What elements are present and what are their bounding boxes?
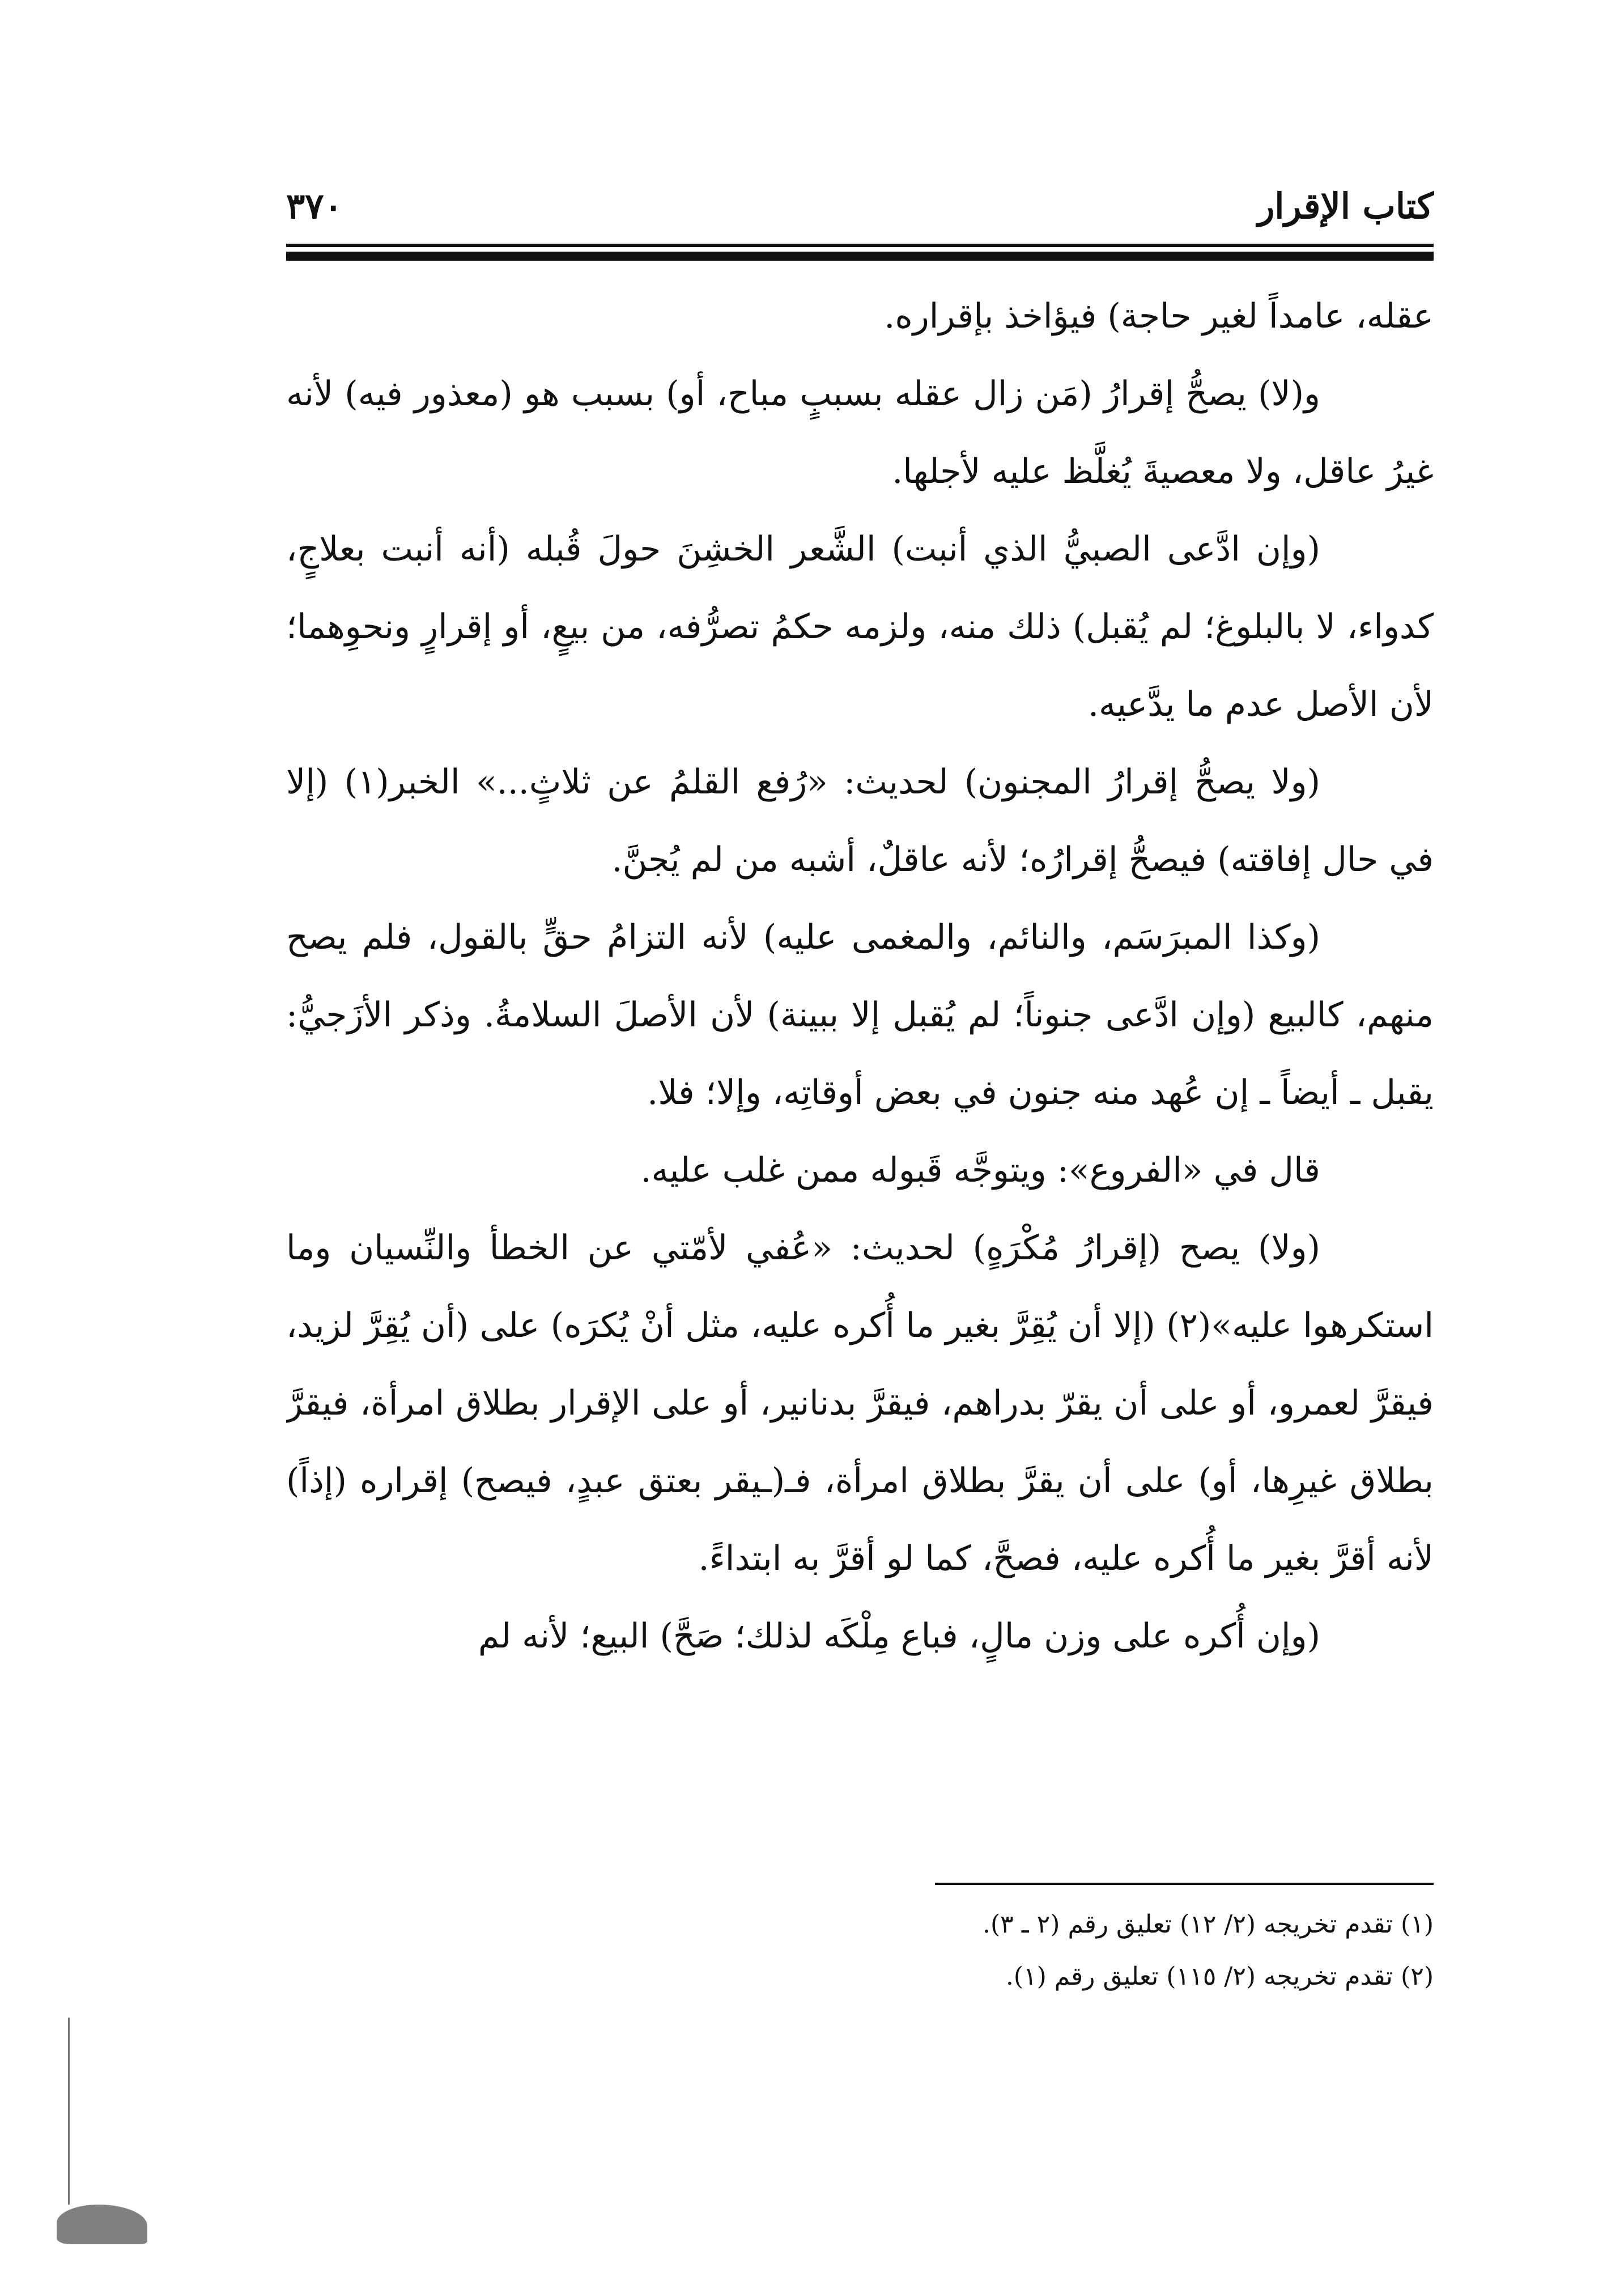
body-text: [286, 278, 1434, 1853]
paragraph: (وإن ادَّعى الصبيُّ الذي أنبت) الشَّعر الخشِنَ حولَ قُبله (أنه أنبت بعلاجٍ، كدواء، لا بالبلوغ؛ لم يُقبل) ذلك منه، ولزمه حكمُ تصرُّفه، من بيعٍ، أو إقرارٍ ونحوِهما؛ لأن الأصل عدم ما يدَّعيه.: [286, 529, 1434, 724]
paragraph: (ولا يصحُّ إقرارُ المجنون) لحديث: «رُفع القلمُ عن ثلاثٍ...» الخبر(١) (إلا في حال إفاقته) فيصحُّ إقرارُه؛ لأنه عاقلٌ، أشبه من لم يُجنَّ.: [286, 762, 1434, 880]
footnotes: [286, 1899, 1434, 2003]
scan-margin-line: [68, 2018, 70, 2205]
paragraph: (وكذا المبرَسَم، والنائم، والمغمى عليه) لأنه التزامُ حقٍّ بالقول، فلم يصح منهم، كالبيع (وإن ادَّعى جنوناً؛ لم يُقبل إلا ببينة) لأن الأصلَ السلامةُ. وذكر الأزَجيُّ: يقبل ـ أيضاً ـ إن عُهد منه جنون في بعض أوقاتِه، وإلا؛ فلا.: [286, 918, 1434, 1112]
paragraph: قال في «الفروع»: ويتوجَّه قَبوله ممن غلب عليه.: [640, 1150, 1320, 1190]
paragraph: (ولا) يصح (إقرارُ مُكْرَهٍ) لحديث: «عُفي لأمّتي عن الخطأ والنِّسيان وما استكرهوا عليه»(٢) (إلا أن يُقِرَّ بغير ما أُكره عليه، مثل أنْ يُكرَه) على (أن يُقِرَّ لزيد، فيقرَّ لعمرو، أو على أن يقرّ بدراهم، فيقرَّ بدنانير، أو على الإقرار بطلاق امرأة، فيقرَّ بطلاق غيرِها، أو) على أن يقرَّ بطلاق امرأة، فـ(ـيقر بعتق عبدٍ، فيصح) إقراره (إذاً) لأنه أقرَّ بغير ما أُكره عليه، فصحَّ، كما لو أقرَّ به ابتداءً.: [286, 1228, 1434, 1578]
paragraph: عقله، عامداً لغير حاجة) فيؤاخذ بإقراره.: [884, 296, 1434, 336]
page-header: [286, 164, 1434, 232]
paragraph: و(لا) يصحُّ إقرارُ (مَن زال عقله بسببٍ مباح، أو) بسبب هو (معذور فيه) لأنه غيرُ عاقل، ولا معصيةَ يُغلَّظ عليه لأجلها.: [286, 374, 1434, 491]
paragraph: (وإن أُكره على وزن مالٍ، فباع مِلْكَه لذلك؛ صَحَّ) البيع؛ لأنه لم: [478, 1616, 1320, 1656]
footnote: (٢) تقدم تخريجه (٢/ ١١٥) تعليق رقم (١).: [1005, 1962, 1434, 1991]
page-title: كتاب الإقرار: [1257, 185, 1434, 227]
footnote-separator: [935, 1883, 1434, 1885]
scan-smudge: [57, 2205, 147, 2244]
page-number: ٣٧٠: [286, 185, 343, 227]
footnote: (١) تقدم تخريجه (٢/ ١٢) تعليق رقم (٢ ـ ٣).: [982, 1910, 1434, 1939]
header-rule-thin: [286, 244, 1434, 247]
header-rule-thick: [286, 252, 1434, 261]
